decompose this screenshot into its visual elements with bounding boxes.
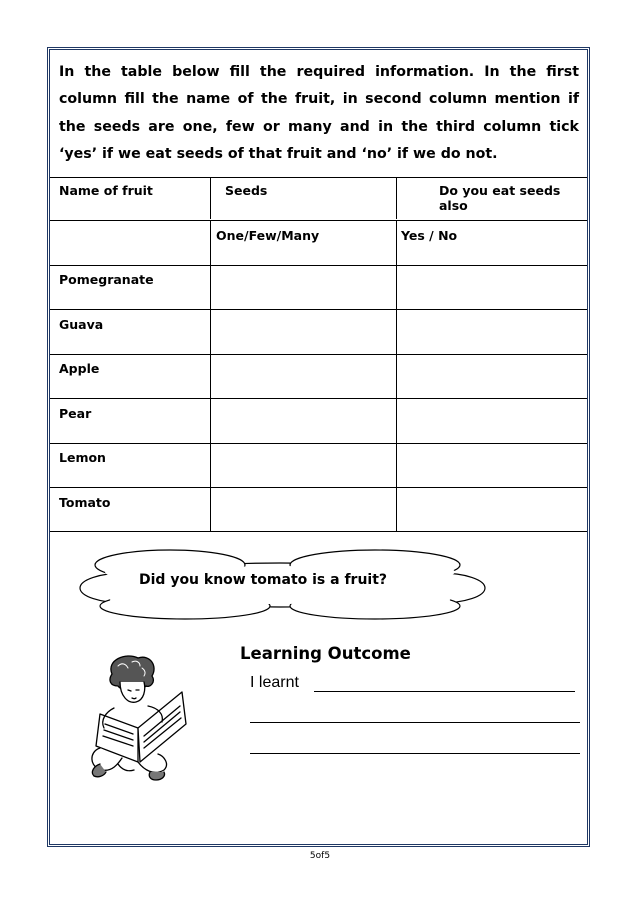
header-seeds: Seeds	[225, 183, 268, 198]
learning-outcome-title: Learning Outcome	[240, 644, 411, 663]
instructions-text: In the table below fill the required information. In the first column fill the name of the fruit, in second column mention if the seeds are one, few or many and in the third column tick ‘yes’ if we eat seeds of that fruit and ‘no’ if we do not.	[59, 64, 579, 162]
table-row-divider	[50, 487, 587, 488]
table-col-divider	[396, 220, 397, 531]
subheader-yes-no: Yes / No	[401, 228, 458, 243]
table-col-divider	[210, 220, 211, 531]
answer-line	[250, 722, 580, 723]
page-number: 5of5	[309, 851, 331, 861]
row-label-pear: Pear	[59, 406, 92, 421]
row-label-apple: Apple	[59, 361, 100, 376]
header-name-of-fruit: Name of fruit	[59, 183, 153, 198]
table-row-divider	[50, 220, 587, 221]
subheader-one-few-many: One/Few/Many	[216, 228, 320, 243]
answer-line	[314, 691, 575, 692]
cloud-text: Did you know tomato is a fruit?	[139, 572, 388, 588]
table-row-divider	[50, 265, 587, 266]
table-bottom-border	[50, 531, 587, 532]
row-label-tomato: Tomato	[59, 495, 111, 510]
table-row-divider	[50, 309, 587, 310]
learnt-prompt: I learnt	[250, 674, 299, 691]
row-label-pomegranate: Pomegranate	[59, 272, 154, 287]
header-eat-seeds: Do you eat seeds also	[439, 183, 561, 213]
table-row-divider	[50, 354, 587, 355]
row-label-guava: Guava	[59, 317, 104, 332]
table-row-divider	[50, 398, 587, 399]
child-reading-illustration	[78, 652, 190, 782]
table-row-divider	[50, 443, 587, 444]
header-col-divider	[210, 177, 211, 219]
header-col-divider	[396, 177, 397, 219]
row-label-lemon: Lemon	[59, 450, 106, 465]
answer-line	[250, 753, 580, 754]
table-top-border	[50, 177, 587, 178]
